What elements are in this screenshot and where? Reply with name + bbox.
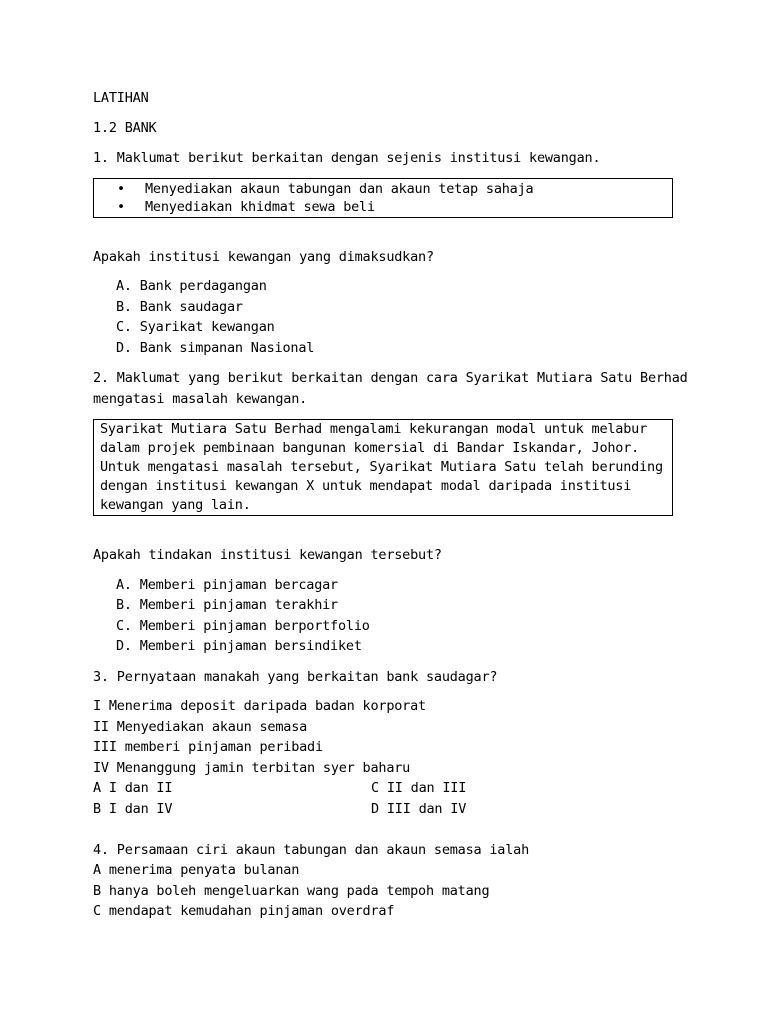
q4-stem: 4. Persamaan ciri akaun tabungan dan akaun semasa ialah: [93, 842, 530, 858]
q1-box-item: Menyediakan akaun tabungan dan akaun tetap sahaja: [145, 181, 534, 197]
q2-option-c: C. Memberi pinjaman berportfolio: [116, 618, 370, 634]
q3-statement-2: II Menyediakan akaun semasa: [93, 719, 308, 735]
q1-option-a: A. Bank perdagangan: [116, 278, 267, 294]
q1-box-item: Menyediakan khidmat sewa beli: [145, 199, 375, 215]
q1-stem: 1. Maklumat berikut berkaitan dengan sejenis institusi kewangan.: [93, 150, 601, 166]
q3-option-c: C II dan III: [371, 780, 467, 796]
bullet-icon: •: [117, 199, 126, 215]
q1-option-d: D. Bank simpanan Nasional: [116, 340, 315, 356]
q2-box-line: kewangan yang lain.: [100, 497, 251, 513]
q3-option-d: D III dan IV: [371, 801, 467, 817]
q2-stem-line2: mengatasi masalah kewangan.: [93, 391, 308, 407]
q4-option-a: A menerima penyata bulanan: [93, 862, 300, 878]
q4-option-b: B hanya boleh mengeluarkan wang pada tempoh matang: [93, 883, 490, 899]
q4-option-c: C mendapat kemudahan pinjaman overdraf: [93, 903, 395, 919]
q3-statement-3: III memberi pinjaman peribadi: [93, 739, 323, 755]
q1-option-b: B. Bank saudagar: [116, 299, 243, 315]
q2-option-d: D. Memberi pinjaman bersindiket: [116, 638, 362, 654]
bullet-icon: •: [117, 181, 126, 197]
q2-question: Apakah tindakan institusi kewangan tersebut?: [93, 547, 442, 563]
q3-statement-1: I Menerima deposit daripada badan korporat: [93, 698, 426, 714]
q2-box-line: dengan institusi kewangan X untuk mendapat modal daripada institusi: [100, 478, 632, 494]
q1-info-box: [93, 178, 673, 218]
q3-statement-4: IV Menanggung jamin terbitan syer baharu: [93, 760, 411, 776]
q1-option-c: C. Syarikat kewangan: [116, 319, 275, 335]
q2-box-line: dalam projek pembinaan bangunan komersial di Bandar Iskandar, Johor.: [100, 440, 640, 456]
q2-box-line: Untuk mengatasi masalah tersebut, Syarikat Mutiara Satu telah berunding: [100, 459, 663, 475]
q2-stem-line1: 2. Maklumat yang berikut berkaitan dengan cara Syarikat Mutiara Satu Berhad: [93, 370, 688, 386]
q2-box-line: Syarikat Mutiara Satu Berhad mengalami kekurangan modal untuk melabur: [100, 421, 648, 437]
q2-option-a: A. Memberi pinjaman bercagar: [116, 577, 338, 593]
q3-option-a: A I dan II: [93, 780, 173, 796]
q3-stem: 3. Pernyataan manakah yang berkaitan bank saudagar?: [93, 669, 498, 685]
section-title: 1.2 BANK: [93, 120, 157, 136]
q2-option-b: B. Memberi pinjaman terakhir: [116, 597, 338, 613]
q1-question: Apakah institusi kewangan yang dimaksudkan?: [93, 249, 434, 265]
page-title: LATIHAN: [93, 90, 149, 106]
q2-info-box: [93, 419, 673, 516]
q3-option-b: B I dan IV: [93, 801, 173, 817]
